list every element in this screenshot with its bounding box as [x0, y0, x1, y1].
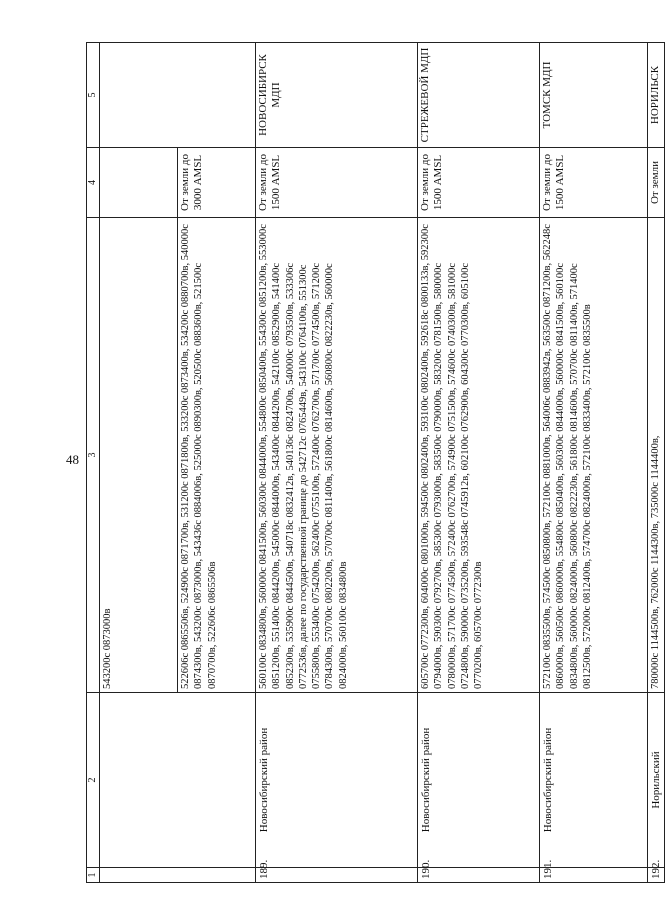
coordinates-cell: 780000c 1144500в, 762000c 1144300в, 735000c 1144400в,	[648, 218, 665, 693]
zone-cell: ТОМСК МДП	[540, 43, 648, 148]
header-col-2: 2	[87, 693, 100, 868]
district-cell: Новосибирский район	[540, 693, 648, 868]
header-col-5: 5	[87, 43, 100, 148]
header-col-3: 3	[87, 218, 100, 693]
altitude-cell: От земли	[648, 148, 665, 218]
rotated-table-container	[86, 43, 662, 883]
district-cell: Новосибирский район	[418, 693, 540, 868]
district-cell	[100, 693, 256, 868]
header-col-1: 1	[87, 868, 100, 883]
coordinates-cell: 572100c 0835500в, 574500c 0850800в, 572100c 0881000в, 564006c 0883942в, 563500c 0871200в, 562248c 0860000в, 560500c 0860000в, 554800c 0850400в, 560300c 0844000в, 560000c 0841500в, 560100c 0834800в, 560000c 0824000в, 560800c 0822230в, 561800c 0814600в, 570700c 0811400в, 571400c 0812500в, 572000c 0812400в, 574700c 0824000в, 572100c 0833400в, 572100c 0835500в	[540, 218, 648, 693]
altitude-cell: От земли до 1500 AMSL	[540, 148, 648, 218]
district-cell: Норильский	[648, 693, 665, 868]
coordinates-cell: 560100c 0834800в, 560000c 0841500в, 560300c 0844000в, 554800c 0850400в, 554300c 0851200в, 553000c 0851200в, 551400c 0844200в, 545000c 0844000в, 543400c 0844200в, 542100c 0852900в, 541400c 0852300в, 535900c 0844500в, 540718c 0832412в, 540136c 0824700в, 540000c 0793500в, 533306c 0772536в, далее по государственной границе до 542712c 0765449в, 543100c 0764100в, 551300c 0755800в, 553400c 0754200в, 562400c 0755100в, 572400c 0762700в, 571700c 0774500в, 571200c 0784300в, 570700c 0802200в, 570700c 0811400в, 561800c 0814600в, 560800c 0822230в, 560000c 0824000в, 560100c 0834800в	[256, 218, 418, 693]
district-cell: Новосибирский район	[256, 693, 418, 868]
altitude-cell: От земли до 3000 AMSL	[178, 148, 256, 218]
row-number-cell: 190.	[418, 868, 540, 883]
table-row-192	[648, 43, 665, 883]
table-row-190	[418, 43, 540, 883]
zone-cell: СТРЕЖЕВОЙ МДП	[418, 43, 540, 148]
coordinates-cell: 522606c 0865506в, 524900c 0871700в, 531200c 0871800в, 533200c 0873400в, 534200c 0880700в, 540000c 0874300в, 543200c 0873000в, 543436c 0884006в, 525000c 0890300в, 520500c 0883600в, 521500c 0870700в, 522606c 0865506в	[178, 218, 256, 693]
table-row-191	[540, 43, 648, 883]
zone-cell: НОРИЛЬСК	[648, 43, 665, 148]
zone-cell-empty	[100, 43, 256, 148]
airspace-table	[86, 42, 665, 883]
table-row-continuation	[100, 43, 178, 883]
row-number-cell: 192.	[648, 868, 665, 883]
row-number-cell	[100, 868, 256, 883]
table-row-189	[256, 43, 418, 883]
altitude-cell-empty	[100, 148, 178, 218]
altitude-cell: От земли до 1500 AMSL	[256, 148, 418, 218]
page-number: 48	[66, 452, 79, 467]
altitude-cell: От земли до 1500 AMSL	[418, 148, 540, 218]
row-number-cell: 189.	[256, 868, 418, 883]
row-number-cell: 191.	[540, 868, 648, 883]
header-row	[87, 43, 100, 883]
coordinates-cell-first: 543200c 0873000в	[100, 218, 178, 693]
header-col-4: 4	[87, 148, 100, 218]
zone-cell: НОВОСИБИРСК МДП	[256, 43, 418, 148]
coordinates-cell: 605700c 0772300в, 604000c 0801000в, 594500c 0802400в, 593100c 0802400в, 592618c 0800133в, 592300c 0794000в, 590300c 0792700в, 585300c 0793000в, 583500c 0790000в, 583200c 0781500в, 580000c 0780000в, 571700c 0774500в, 572400c 0762700в, 574900c 0751500в, 574600c 0740300в, 581000c 0724800в, 590000c 0735200в, 593548c 0745912в, 602100c 0762900в, 604300c 0770300в, 605100c 0770200в, 605700c 0772300в	[418, 218, 540, 693]
